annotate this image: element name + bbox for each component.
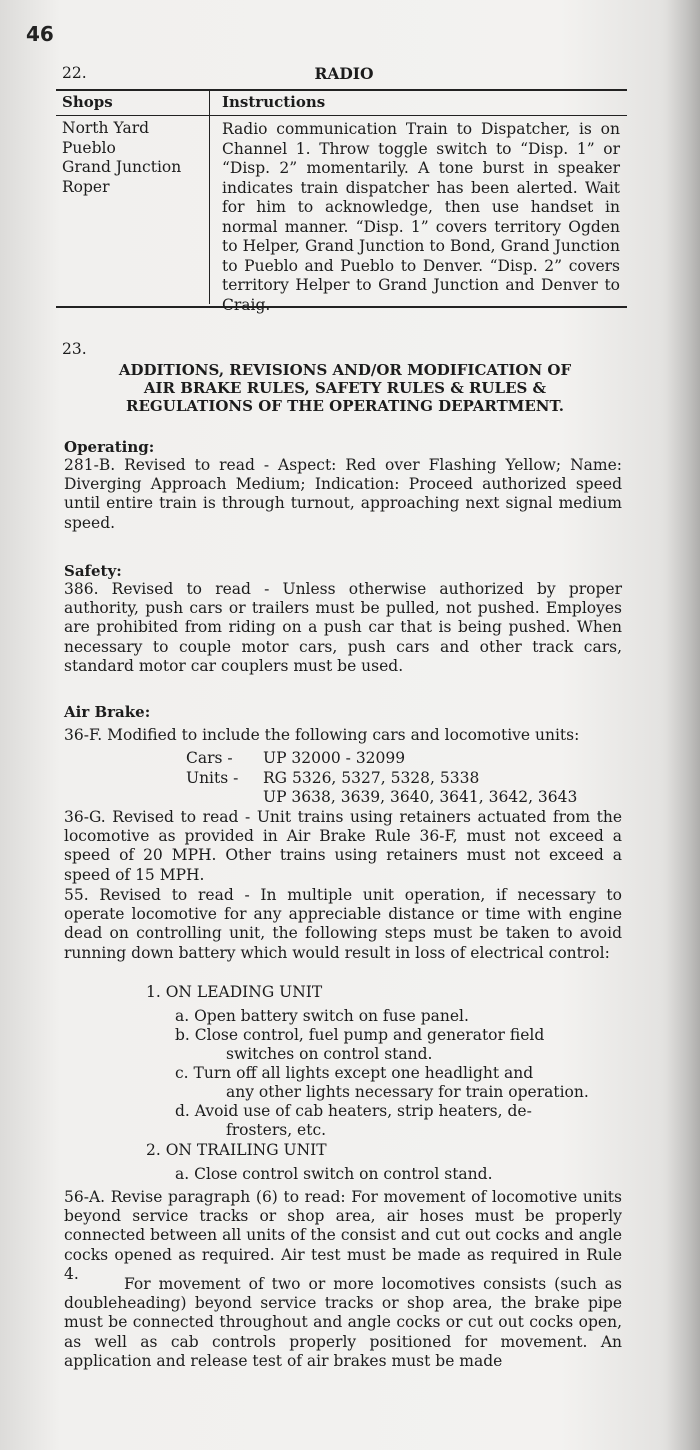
- list-step-continuation: frosters, etc.: [226, 1121, 327, 1139]
- section-23-title-line: ADDITIONS, REVISIONS AND/OR MODIFICATION OF: [118, 361, 572, 379]
- list-step-continuation: any other lights necessary for train operation.: [226, 1083, 589, 1101]
- shop-list: [62, 119, 207, 197]
- radio-table-header: [56, 91, 627, 116]
- list-step-continuation: switches on control stand.: [226, 1045, 433, 1063]
- section-22-number: 22.: [62, 64, 87, 82]
- air-brake-rule-36f: 36-F. Modified to include the following cars and locomotive units:: [64, 726, 580, 744]
- shop-item: Roper: [62, 177, 110, 196]
- cars-label: Cars -: [186, 749, 233, 767]
- air-brake-rule-56a: 56-A. Revise paragraph (6) to read: For movement of locomotive units beyond service tracks or shop area, air hoses must be properly connected between all units of the consist and cut out cocks and angle cocks opened as required. Air test must be made as required in Rule 4.: [64, 1188, 622, 1283]
- shop-item: Pueblo: [62, 138, 116, 157]
- steps-list: [64, 983, 624, 1188]
- cars-units-list: [186, 749, 626, 808]
- cars-row: [186, 749, 626, 769]
- list-heading-trailing-unit: 2. ON TRAILING UNIT: [146, 1141, 327, 1159]
- units-row: [186, 788, 626, 808]
- section-23-title-line: REGULATIONS OF THE OPERATING DEPARTMENT.: [126, 397, 564, 415]
- units-value: UP 3638, 3639, 3640, 3641, 3642, 3643: [263, 788, 578, 806]
- list-step: d. Avoid use of cab heaters, strip heaters, de-: [175, 1102, 532, 1120]
- column-header-instructions: Instructions: [222, 93, 326, 111]
- operating-rule-281b: 281-B. Revised to read - Aspect: Red over Flashing Yellow; Name: Diverging Approach Medium; Indication: Proceed authorized speed until entire train is through turnout, approaching next signal medium speed.: [64, 456, 622, 532]
- operating-heading: Operating:: [64, 438, 155, 456]
- radio-instructions: Radio communication Train to Dispatcher, is on Channel 1. Throw toggle switch to “Disp. 1” or “Disp. 2” momentarily. A tone burst in speaker indicates train dispatcher has been alerted. Wait for him to acknowledge, then use handset in normal manner. “Disp. 1” covers territory Ogden to Helper, Grand Junction to Bond, Grand Junction to Pueblo and Pueblo to Denver. “Disp. 2” covers territory Helper to Grand Junction and Denver to Craig.: [222, 120, 620, 314]
- cars-value: UP 32000 - 32099: [263, 749, 406, 767]
- section-22-title: RADIO: [314, 64, 374, 83]
- units-label: Units -: [186, 768, 239, 787]
- column-divider: [209, 91, 210, 304]
- units-value: RG 5326, 5327, 5328, 5338: [263, 768, 480, 787]
- shop-item: North Yard: [62, 119, 150, 137]
- shop-item: Grand Junction: [62, 158, 182, 176]
- column-header-shops: Shops: [62, 93, 113, 111]
- list-step: b. Close control, fuel pump and generator field: [175, 1026, 545, 1044]
- air-brake-heading: Air Brake:: [64, 703, 151, 721]
- section-23-title-line: AIR BRAKE RULES, SAFETY RULES & RULES &: [143, 379, 547, 397]
- air-brake-rule-56a-continued: For movement of two or more locomotives consists (such as doubleheading) beyond service tracks or shop area, the brake pipe must be connected throughout and angle cocks or cut out cocks open, as well as cab controls properly positioned for movement. An application and release test of air brakes must be made: [64, 1275, 622, 1370]
- section-22-heading: [62, 64, 626, 86]
- safety-heading: Safety:: [64, 562, 122, 580]
- section-23-title: [62, 361, 628, 415]
- section-23-number: 23.: [62, 340, 87, 358]
- radio-table: [56, 89, 627, 314]
- page-number: 46: [26, 22, 54, 46]
- safety-rule-386: 386. Revised to read - Unless otherwise authorized by proper authority, push cars or trailers must be pulled, not pushed. Employes are prohibited from riding on a push car that is being pushed. When necessary to couple motor cars, push cars and other track cars, standard motor car couplers must be used.: [64, 580, 622, 675]
- air-brake-rule-55: 55. Revised to read - In multiple unit operation, if necessary to operate locomotive for any appreciable distance or time with engine dead on controlling unit, the following steps must be taken to avoid running down battery which would result in loss of electrical control:: [64, 886, 622, 962]
- page-spine-shadow: [666, 0, 700, 1450]
- units-row: [186, 769, 626, 789]
- list-step: a. Open battery switch on fuse panel.: [175, 1007, 469, 1025]
- air-brake-rule-36g: 36-G. Revised to read - Unit trains using retainers actuated from the locomotive as provided in Air Brake Rule 36-F, must not exceed a speed of 20 MPH. Other trains using retainers must not exceed a speed of 15 MPH.: [64, 808, 622, 884]
- list-step: c. Turn off all lights except one headlight and: [175, 1064, 534, 1082]
- list-heading-leading-unit: 1. ON LEADING UNIT: [146, 983, 323, 1001]
- list-step: a. Close control switch on control stand.: [175, 1165, 493, 1183]
